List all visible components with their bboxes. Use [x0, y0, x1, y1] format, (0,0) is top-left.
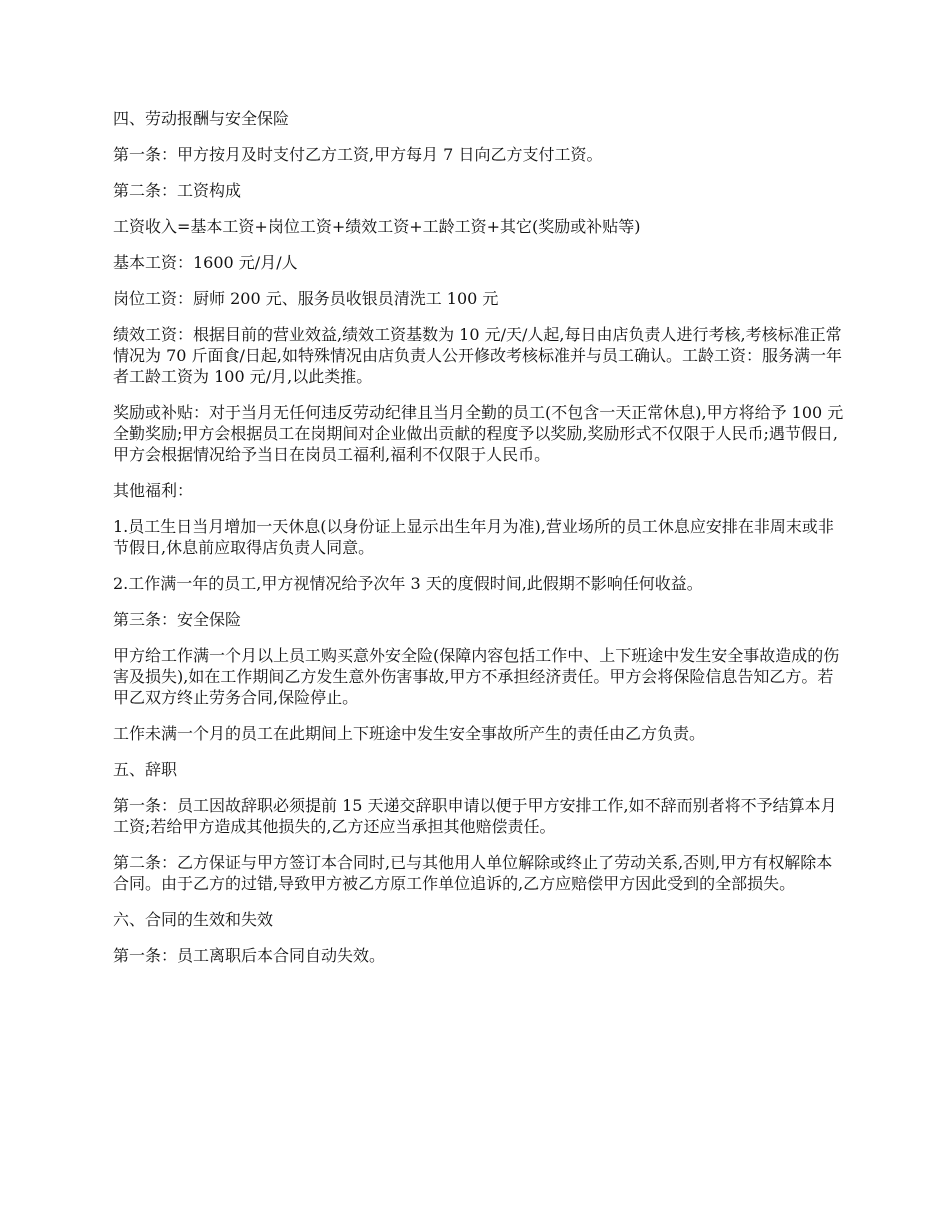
- wage-formula: 工资收入=基本工资+岗位工资+绩效工资+工龄工资+其它(奖励或补贴等): [113, 217, 641, 236]
- performance-wage: 绩效工资：根据目前的营业效益,绩效工资基数为 10 元/天/人起,每日由店负责人进行考核,考核标准正常情况为 70 斤面食/日起,如特殊情况由店负责人公开修改考核标准并与员工确认。工龄工资：服务满一年者工龄工资为 100 元/月,以此类推。: [113, 325, 843, 386]
- base-wage: 基本工资：1600 元/月/人: [113, 253, 298, 272]
- resignation-notice: 第一条：员工因故辞职必须提前 15 天递交辞职申请以便于甲方安排工作,如不辞而别者将不予结算本月工资;若给甲方造成其他损失的,乙方还应当承担其他赔偿责任。: [113, 796, 837, 836]
- contract-termination: 第一条：员工离职后本合同自动失效。: [113, 946, 386, 965]
- position-wage: 岗位工资：厨师 200 元、服务员收银员清洗工 100 元: [113, 289, 499, 308]
- clause-payment-date: 第一条：甲方按月及时支付乙方工资,甲方每月 7 日向乙方支付工资。: [113, 145, 603, 164]
- benefit-birthday: 1.员工生日当月增加一天休息(以身份证上显示出生年月为准),营业场所的员工休息应安排在非周末或非节假日,休息前应取得店负责人同意。: [113, 517, 834, 557]
- section-heading-5: 五、辞职: [113, 760, 178, 779]
- resignation-guarantee: 第二条：乙方保证与甲方签订本合同时,已与其他用人单位解除或终止了劳动关系,否则,甲方有权解除本合同。由于乙方的过错,导致甲方被乙方原工作单位追诉的,乙方应赔偿甲方因此受到的全部损失。: [113, 853, 833, 893]
- insurance-exclusion: 工作未满一个月的员工在此期间上下班途中发生安全事故所产生的责任由乙方负责。: [113, 724, 706, 743]
- benefit-vacation: 2.工作满一年的员工,甲方视情况给予次年 3 天的度假时间,此假期不影响任何收益。: [113, 574, 703, 593]
- document-body: [113, 108, 848, 981]
- clause-wage-structure-heading: 第二条：工资构成: [113, 181, 242, 200]
- insurance-details: 甲方给工作满一个月以上员工购买意外安全险(保障内容包括工作中、上下班途中发生安全事故造成的伤害及损失),如在工作期间乙方发生意外伤害事故,甲方不承担经济责任。甲方会将保险信息告知乙方。若甲乙双方终止劳务合同,保险停止。: [113, 646, 840, 707]
- section-heading-6: 六、合同的生效和失效: [113, 910, 274, 929]
- clause-insurance-heading: 第三条：安全保险: [113, 610, 242, 629]
- section-heading-4: 四、劳动报酬与安全保险: [113, 109, 290, 128]
- bonus-subsidy: 奖励或补贴：对于当月无任何违反劳动纪律且当月全勤的员工(不包含一天正常休息),甲方将给予 100 元全勤奖励;甲方会根据员工在岗期间对企业做出贡献的程度予以奖励,奖励形式不仅限于人民币;遇节假日,甲方会根据情况给予当日在岗员工福利,福利不仅限于人民币。: [113, 403, 844, 464]
- other-benefits-heading: 其他福利：: [113, 481, 194, 500]
